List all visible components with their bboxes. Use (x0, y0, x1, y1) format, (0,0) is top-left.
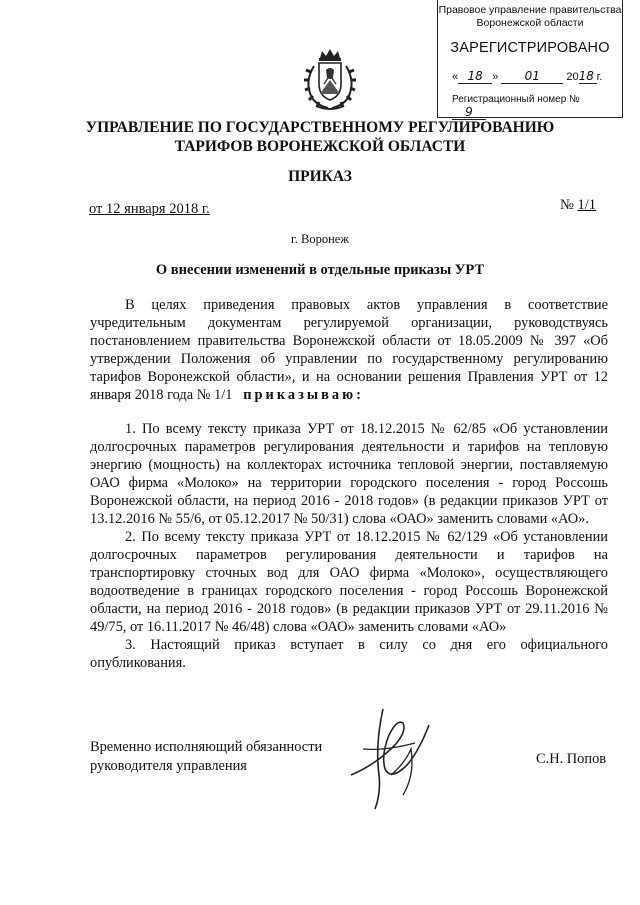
voronezh-coat-of-arms-icon (302, 48, 358, 112)
signatory-position-line1: Временно исполняющий обязанности (90, 739, 323, 755)
organization-title-line1: УПРАВЛЕНИЕ ПО ГОСУДАРСТВЕННОМУ РЕГУЛИРОВАНИЮ (85, 119, 555, 136)
document-subject: О внесении изменений в отдельные приказы УРТ (155, 262, 485, 278)
stamp-reg-number (452, 94, 616, 120)
organization-title-line2: ТАРИФОВ ВОРОНЕЖСКОЙ ОБЛАСТИ (174, 138, 466, 155)
document-date: от 12 января 2018 г. (89, 201, 210, 217)
stamp-date: « 18 » 01 2018 г. (452, 69, 603, 83)
stamp-year-prefix: 20 (566, 71, 579, 83)
signatory-name: С.Н. Попов (536, 751, 607, 767)
item-2: 2. По всему тексту приказа УРТ от 18.12.2015 № 62/129 «Об установлении долгосрочных параметров регулирования деятельности и тарифов на транспортировку сточных вод для ОАО фирма «Молоко», осуществляющего водоотведение в границах городского поселения - город Россошь Воронежской области, на период 2016 - 2018 годов» (в редакции приказов УРТ от 29.11.2016 № 49/75, от 16.11.2017 № 46/48) слова «ОАО» заменить словами «АО» (90, 529, 608, 635)
signatory-position (90, 738, 322, 776)
stamp-reg-number-value: 9 (452, 105, 486, 120)
document-body (90, 296, 608, 672)
preamble-paragraph (90, 296, 608, 404)
item-3: 3. Настоящий приказ вступает в силу со дня его официального опубликования. (90, 637, 608, 671)
stamp-reg-number-label: Регистрационный номер № (452, 94, 580, 105)
stamp-organization (438, 4, 622, 30)
item-1: 1. По всему тексту приказа УРТ от 18.12.2015 № 62/85 «Об установлении долгосрочных параметров регулирования деятельности и тарифов на тепловую энергию (мощность) на коллекторах источника тепловой энергии, поставляемую ОАО фирма «Молоко» на территории городского поселения - город Россошь Воронежской области, на период 2016 - 2018 годов» (в редакции приказов УРТ от 13.12.2016 № 55/6, от 05.12.2017 № 50/31) слова «ОАО» заменить словами «АО». (90, 421, 608, 527)
order-word: приказываю: (243, 387, 364, 403)
preamble-text: В целях приведения правовых актов управления в соответствие учредительным документам регулируемой организации, руководствуясь постановлением правительства Воронежской области от 18.05.2009 № 397 «Об утверждении Положения об управлении по государственному регулированию тарифов Воронежской области», и на основании решения Правления УРТ от 12 января 2018 года № 1/1 (90, 297, 608, 403)
number-value: 1/1 (577, 197, 596, 213)
number-sign: № (560, 197, 574, 213)
document-city: г. Воронеж (291, 232, 349, 246)
registration-stamp (437, 0, 623, 118)
document-number (560, 197, 596, 214)
stamp-registered-label: ЗАРЕГИСТРИРОВАНО (450, 40, 610, 56)
document-type: ПРИКАЗ (288, 168, 352, 185)
organization-title (0, 118, 640, 156)
stamp-org-line1: Правовое управление правительства (438, 4, 622, 16)
stamp-org-line2: Воронежской области (476, 17, 584, 29)
handwritten-signature (345, 705, 435, 815)
stamp-year-suffix: 18 (579, 69, 597, 84)
signatory-position-line2: руководителя управления (90, 758, 247, 774)
stamp-day: 18 (458, 69, 492, 84)
stamp-month: 01 (501, 69, 563, 84)
